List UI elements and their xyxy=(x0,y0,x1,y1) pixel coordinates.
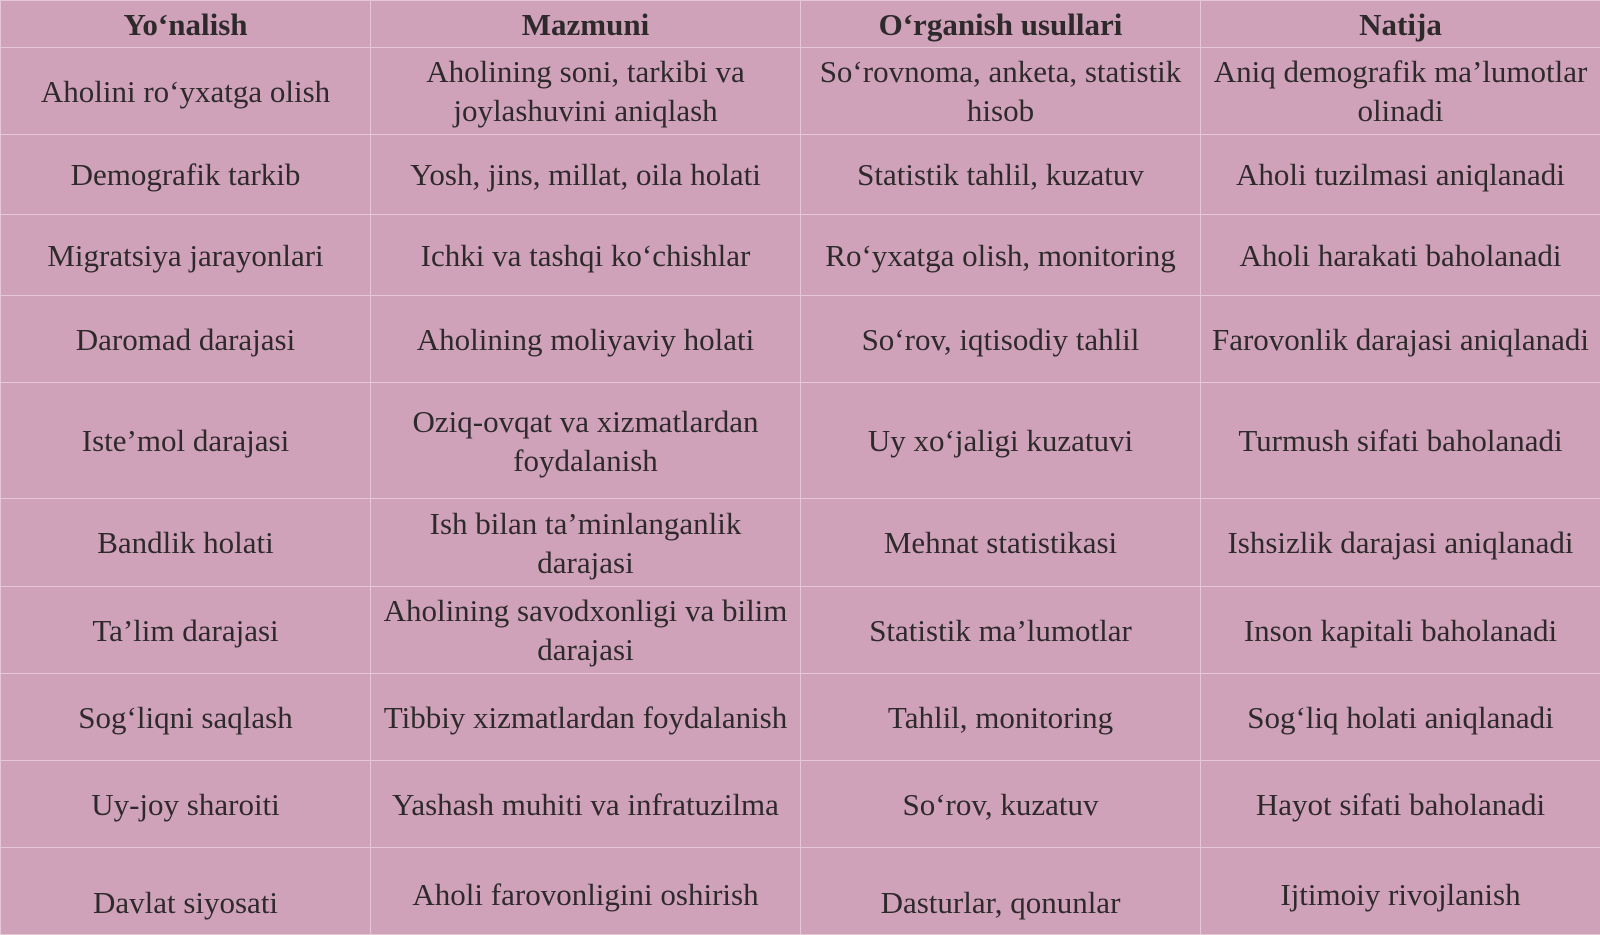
table-row xyxy=(1,215,1600,296)
table-cell: Aniq demografik ma’lumotlar olinadi xyxy=(1201,48,1600,135)
table-cell: Iste’mol darajasi xyxy=(1,383,371,499)
table-cell: Bandlik holati xyxy=(1,499,371,587)
table-cell: Ichki va tashqi ko‘chishlar xyxy=(371,215,801,296)
table-cell: Aholining savodxonligi va bilim darajasi xyxy=(371,587,801,674)
table-cell: Hayot sifati baholanadi xyxy=(1201,761,1600,848)
table-row xyxy=(1,674,1600,761)
table-cell: So‘rovnoma, anketa, statistik hisob xyxy=(801,48,1201,135)
header-organish-usullari: O‘rganish usullari xyxy=(801,1,1201,48)
cell-text: Aholi farovonligini oshirish xyxy=(379,875,792,914)
table-cell xyxy=(371,848,801,935)
table-cell: Aholi tuzilmasi aniqlanadi xyxy=(1201,135,1600,215)
table-row xyxy=(1,587,1600,674)
table-cell: Sog‘liq holati aniqlanadi xyxy=(1201,674,1600,761)
cell-text: Dasturlar, qonunlar xyxy=(809,883,1192,922)
table-cell: Yashash muhiti va infratuzilma xyxy=(371,761,801,848)
table-cell: Tibbiy xizmatlardan foydalanish xyxy=(371,674,801,761)
table-cell: Daromad darajasi xyxy=(1,296,371,383)
table-cell xyxy=(1201,848,1600,935)
table-cell: Inson kapitali baholanadi xyxy=(1201,587,1600,674)
table-row xyxy=(1,383,1600,499)
table-cell: So‘rov, iqtisodiy tahlil xyxy=(801,296,1201,383)
table-cell: So‘rov, kuzatuv xyxy=(801,761,1201,848)
table-cell: Statistik ma’lumotlar xyxy=(801,587,1201,674)
table-row xyxy=(1,135,1600,215)
header-mazmuni: Mazmuni xyxy=(371,1,801,48)
table-cell: Farovonlik darajasi aniqlanadi xyxy=(1201,296,1600,383)
table-cell: Turmush sifati baholanadi xyxy=(1201,383,1600,499)
table-cell: Uy xo‘jaligi kuzatuvi xyxy=(801,383,1201,499)
table-cell: Statistik tahlil, kuzatuv xyxy=(801,135,1201,215)
table-cell xyxy=(801,848,1201,935)
table-cell: Demografik tarkib xyxy=(1,135,371,215)
table-row xyxy=(1,296,1600,383)
table-row xyxy=(1,499,1600,587)
cell-text: Davlat siyosati xyxy=(9,883,362,922)
table-cell: Yosh, jins, millat, oila holati xyxy=(371,135,801,215)
table-cell: Ish bilan ta’minlanganlik darajasi xyxy=(371,499,801,587)
table-cell: Ro‘yxatga olish, monitoring xyxy=(801,215,1201,296)
table-cell: Uy-joy sharoiti xyxy=(1,761,371,848)
table-cell: Sog‘liqni saqlash xyxy=(1,674,371,761)
table-cell: Oziq-ovqat va xizmatlardan foydalanish xyxy=(371,383,801,499)
table-cell: Aholining moliyaviy holati xyxy=(371,296,801,383)
table-cell: Aholining soni, tarkibi va joylashuvini aniqlash xyxy=(371,48,801,135)
table-row xyxy=(1,48,1600,135)
table-row xyxy=(1,761,1600,848)
header-yonalish: Yo‘nalish xyxy=(1,1,371,48)
table-cell: Ta’lim darajasi xyxy=(1,587,371,674)
header-natija: Natija xyxy=(1201,1,1600,48)
table-cell xyxy=(1,848,371,935)
table-row xyxy=(1,848,1600,935)
cell-text: Ijtimoiy rivojlanish xyxy=(1209,875,1592,914)
table-cell: Aholi harakati baholanadi xyxy=(1201,215,1600,296)
table-cell: Aholini ro‘yxatga olish xyxy=(1,48,371,135)
table-cell: Ishsizlik darajasi aniqlanadi xyxy=(1201,499,1600,587)
table-header-row xyxy=(1,1,1600,48)
table-cell: Tahlil, monitoring xyxy=(801,674,1201,761)
table-cell: Migratsiya jarayonlari xyxy=(1,215,371,296)
table-cell: Mehnat statistikasi xyxy=(801,499,1201,587)
